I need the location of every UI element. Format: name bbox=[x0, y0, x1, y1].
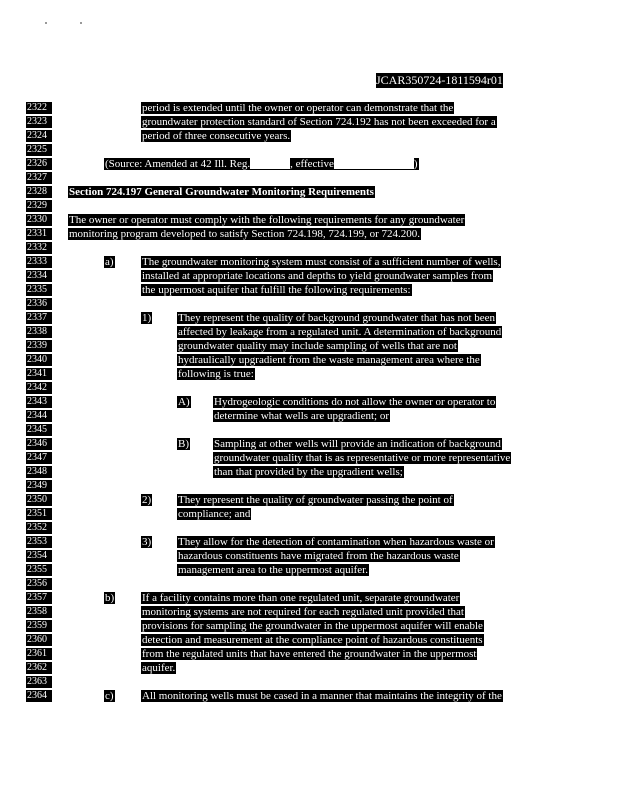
line-text: management area to the uppermost aquifer. bbox=[178, 564, 368, 576]
document-id: JCAR350724-1811594r01 bbox=[376, 73, 503, 87]
line-text: All monitoring wells must be cased in a manner that maintains the integrity of the bbox=[142, 690, 502, 702]
line-text: provisions for sampling the groundwater in the uppermost aquifer will enable bbox=[142, 620, 483, 632]
line-number: 2364 bbox=[26, 690, 52, 702]
line-number: 2333 bbox=[26, 256, 52, 268]
item-label: b) bbox=[105, 592, 115, 604]
line-number: 2351 bbox=[26, 508, 52, 520]
line-text: hazardous constituents have migrated from the hazardous waste bbox=[178, 550, 459, 562]
line-number: 2358 bbox=[26, 606, 52, 618]
line-number: 2324 bbox=[26, 130, 52, 142]
line-text: than that provided by the upgradient wells; bbox=[214, 466, 403, 478]
line-number: 2326 bbox=[26, 158, 52, 170]
line-number: 2339 bbox=[26, 340, 52, 352]
line-text: groundwater quality that is as representative or more representative bbox=[214, 452, 511, 464]
line-number: 2341 bbox=[26, 368, 52, 380]
item-label: 1) bbox=[142, 312, 152, 324]
line-number: 2329 bbox=[26, 200, 52, 212]
line-text: hydraulically upgradient from the waste management area where the bbox=[178, 354, 480, 366]
line-text: monitoring systems are not required for each regulated unit provided that bbox=[142, 606, 464, 618]
line-number: 2352 bbox=[26, 522, 52, 534]
line-number: 2362 bbox=[26, 662, 52, 674]
line-text: compliance; and bbox=[178, 508, 251, 520]
source-note bbox=[104, 158, 419, 170]
line-number: 2348 bbox=[26, 466, 52, 478]
line-text: monitoring program developed to satisfy Section 724.198, 724.199, or 724.200. bbox=[69, 228, 421, 240]
line-number: 2343 bbox=[26, 396, 52, 408]
line-text: period of three consecutive years. bbox=[142, 130, 291, 142]
line-text: groundwater protection standard of Section 724.192 has not been exceeded for a bbox=[142, 116, 496, 128]
line-text: installed at appropriate locations and depths to yield groundwater samples from bbox=[142, 270, 493, 282]
line-number: 2363 bbox=[26, 676, 52, 688]
line-number: 2359 bbox=[26, 620, 52, 632]
line-text: period is extended until the owner or operator can demonstrate that the bbox=[142, 102, 454, 114]
line-text: groundwater quality may include sampling of wells that are not bbox=[178, 340, 457, 352]
item-label: a) bbox=[105, 256, 114, 268]
line-number: 2336 bbox=[26, 298, 52, 310]
line-text: They allow for the detection of contamination when hazardous waste or bbox=[178, 536, 494, 548]
item-label: 3) bbox=[142, 536, 152, 548]
line-number: 2361 bbox=[26, 648, 52, 660]
line-number: 2350 bbox=[26, 494, 52, 506]
scan-speck bbox=[45, 22, 47, 24]
line-number: 2340 bbox=[26, 354, 52, 366]
line-text: The groundwater monitoring system must consist of a sufficient number of wells, bbox=[142, 256, 501, 268]
item-label: A) bbox=[178, 396, 190, 408]
line-number: 2357 bbox=[26, 592, 52, 604]
line-number: 2331 bbox=[26, 228, 52, 240]
line-number: 2328 bbox=[26, 186, 52, 198]
line-text: If a facility contains more than one regulated unit, separate groundwater bbox=[142, 592, 460, 604]
line-text: The owner or operator must comply with the following requirements for any groundwater bbox=[69, 214, 465, 226]
line-number: 2342 bbox=[26, 382, 52, 394]
line-text: detection and measurement at the compliance point of hazardous constituents bbox=[142, 634, 483, 646]
line-number: 2355 bbox=[26, 564, 52, 576]
line-number: 2346 bbox=[26, 438, 52, 450]
line-number: 2327 bbox=[26, 172, 52, 184]
line-text: following is true: bbox=[178, 368, 254, 380]
line-number: 2345 bbox=[26, 424, 52, 436]
line-text: the uppermost aquifer that fulfill the following requirements: bbox=[142, 284, 411, 296]
line-number: 2344 bbox=[26, 410, 52, 422]
line-text: determine what wells are upgradient; or bbox=[214, 410, 390, 422]
section-heading: Section 724.197 General Groundwater Monitoring Requirements bbox=[69, 186, 374, 198]
line-number: 2356 bbox=[26, 578, 52, 590]
line-number: 2325 bbox=[26, 144, 52, 156]
item-label: B) bbox=[178, 438, 189, 450]
line-number: 2338 bbox=[26, 326, 52, 338]
line-number: 2337 bbox=[26, 312, 52, 324]
scan-speck bbox=[80, 22, 82, 24]
line-number: 2349 bbox=[26, 480, 52, 492]
line-text: They represent the quality of groundwater passing the point of bbox=[178, 494, 453, 506]
line-text: aquifer. bbox=[142, 662, 176, 674]
line-text: Hydrogeologic conditions do not allow the owner or operator to bbox=[214, 396, 496, 408]
item-label: 2) bbox=[142, 494, 152, 506]
line-number: 2353 bbox=[26, 536, 52, 548]
line-number: 2335 bbox=[26, 284, 52, 296]
line-text: affected by leakage from a regulated unit. A determination of background bbox=[178, 326, 502, 338]
line-text: They represent the quality of background groundwater that has not been bbox=[178, 312, 496, 324]
line-number: 2323 bbox=[26, 116, 52, 128]
blank-register bbox=[250, 158, 290, 169]
line-number: 2360 bbox=[26, 634, 52, 646]
line-number: 2332 bbox=[26, 242, 52, 254]
line-number: 2322 bbox=[26, 102, 52, 114]
line-text: Sampling at other wells will provide an indication of background bbox=[214, 438, 501, 450]
source-close: ) bbox=[413, 158, 418, 170]
source-open: (Source: Amended at 42 Ill. Reg. bbox=[105, 158, 251, 170]
line-number: 2334 bbox=[26, 270, 52, 282]
line-text: from the regulated units that have entered the groundwater in the uppermost bbox=[142, 648, 477, 660]
line-number: 2354 bbox=[26, 550, 52, 562]
item-label: c) bbox=[105, 690, 114, 702]
source-effective: , effective bbox=[290, 158, 334, 170]
line-number: 2330 bbox=[26, 214, 52, 226]
blank-date bbox=[334, 158, 414, 169]
line-number: 2347 bbox=[26, 452, 52, 464]
